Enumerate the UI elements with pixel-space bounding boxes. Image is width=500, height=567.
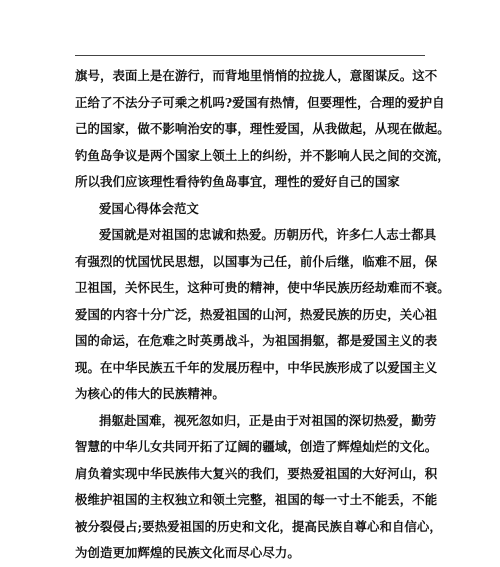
paragraph-line: 爱国的内容十分广泛，热爱祖国的山河，热爱民族的历史，关心祖 bbox=[75, 306, 438, 322]
paragraph-line: 所以我们应该理性看待钓鱼岛事宜，理性的爱好自己的国家 bbox=[75, 174, 400, 189]
paragraph-line: 智慧的中华儿女共同开拓了辽阔的疆域，创造了辉煌灿烂的文化。 bbox=[75, 439, 438, 454]
paragraph-line: 卫祖国，关怀民生，这种可贵的精神，使中华民族历经劫难而不衰。 bbox=[75, 280, 450, 295]
paragraph-line: 为核心的伟大的民族精神。 bbox=[75, 386, 225, 401]
paragraph-line: 有强烈的忧国忧民思想，以国事为己任，前仆后继，临难不屈，保 bbox=[75, 253, 438, 269]
header-divider bbox=[75, 55, 425, 56]
paragraph-line: 捐躯赴国难，视死忽如归，正是由于对祖国的深切热爱，勤劳 bbox=[99, 412, 437, 428]
section-title: 爱国心得体会范文 bbox=[99, 200, 199, 216]
paragraph-line: 为创造更加辉煌的民族文化而尽心尽力。 bbox=[75, 545, 300, 560]
document-body bbox=[75, 63, 450, 567]
paragraph-2 bbox=[75, 222, 450, 408]
paragraph-line: 现。在中华民族五千年的发展历程中，中华民族形成了以爱国主义 bbox=[75, 359, 438, 375]
paragraph-line: 被分裂侵占;要热爱祖国的历史和文化，提高民族自尊心和自信心， bbox=[75, 518, 442, 534]
paragraph-line: 爱国就是对祖国的忠诚和热爱。历朝历代，许多仁人志士都具 bbox=[99, 227, 437, 242]
paragraph-3 bbox=[75, 408, 442, 567]
paragraph-line: 己的国家，做不影响治安的事，理性爱国，从我做起，从现在做起。 bbox=[75, 121, 450, 136]
paragraph-line: 正给了不法分子可乘之机吗?爱国有热情，但要理性，合理的爱护自 bbox=[75, 94, 445, 110]
paragraph-line: 钓鱼岛争议是两个国家上领土上的纠纷，并不影响人民之间的交流， bbox=[75, 147, 450, 163]
paragraph-1 bbox=[75, 63, 450, 196]
paragraph-line: 极维护祖国的主权独立和领土完整，祖国的每一寸土不能丢，不能 bbox=[75, 492, 438, 507]
paragraph-line: 国的命运，在危难之时英勇战斗，为祖国捐躯，都是爱国主义的表 bbox=[75, 333, 438, 348]
paragraph-line: 旗号，表面上是在游行，而背地里悄悄的拉拢人，意图谋反。这不 bbox=[75, 68, 438, 83]
paragraph-line: 肩负着实现中华民族伟大复兴的我们，要热爱祖国的大好河山，积 bbox=[75, 465, 438, 481]
